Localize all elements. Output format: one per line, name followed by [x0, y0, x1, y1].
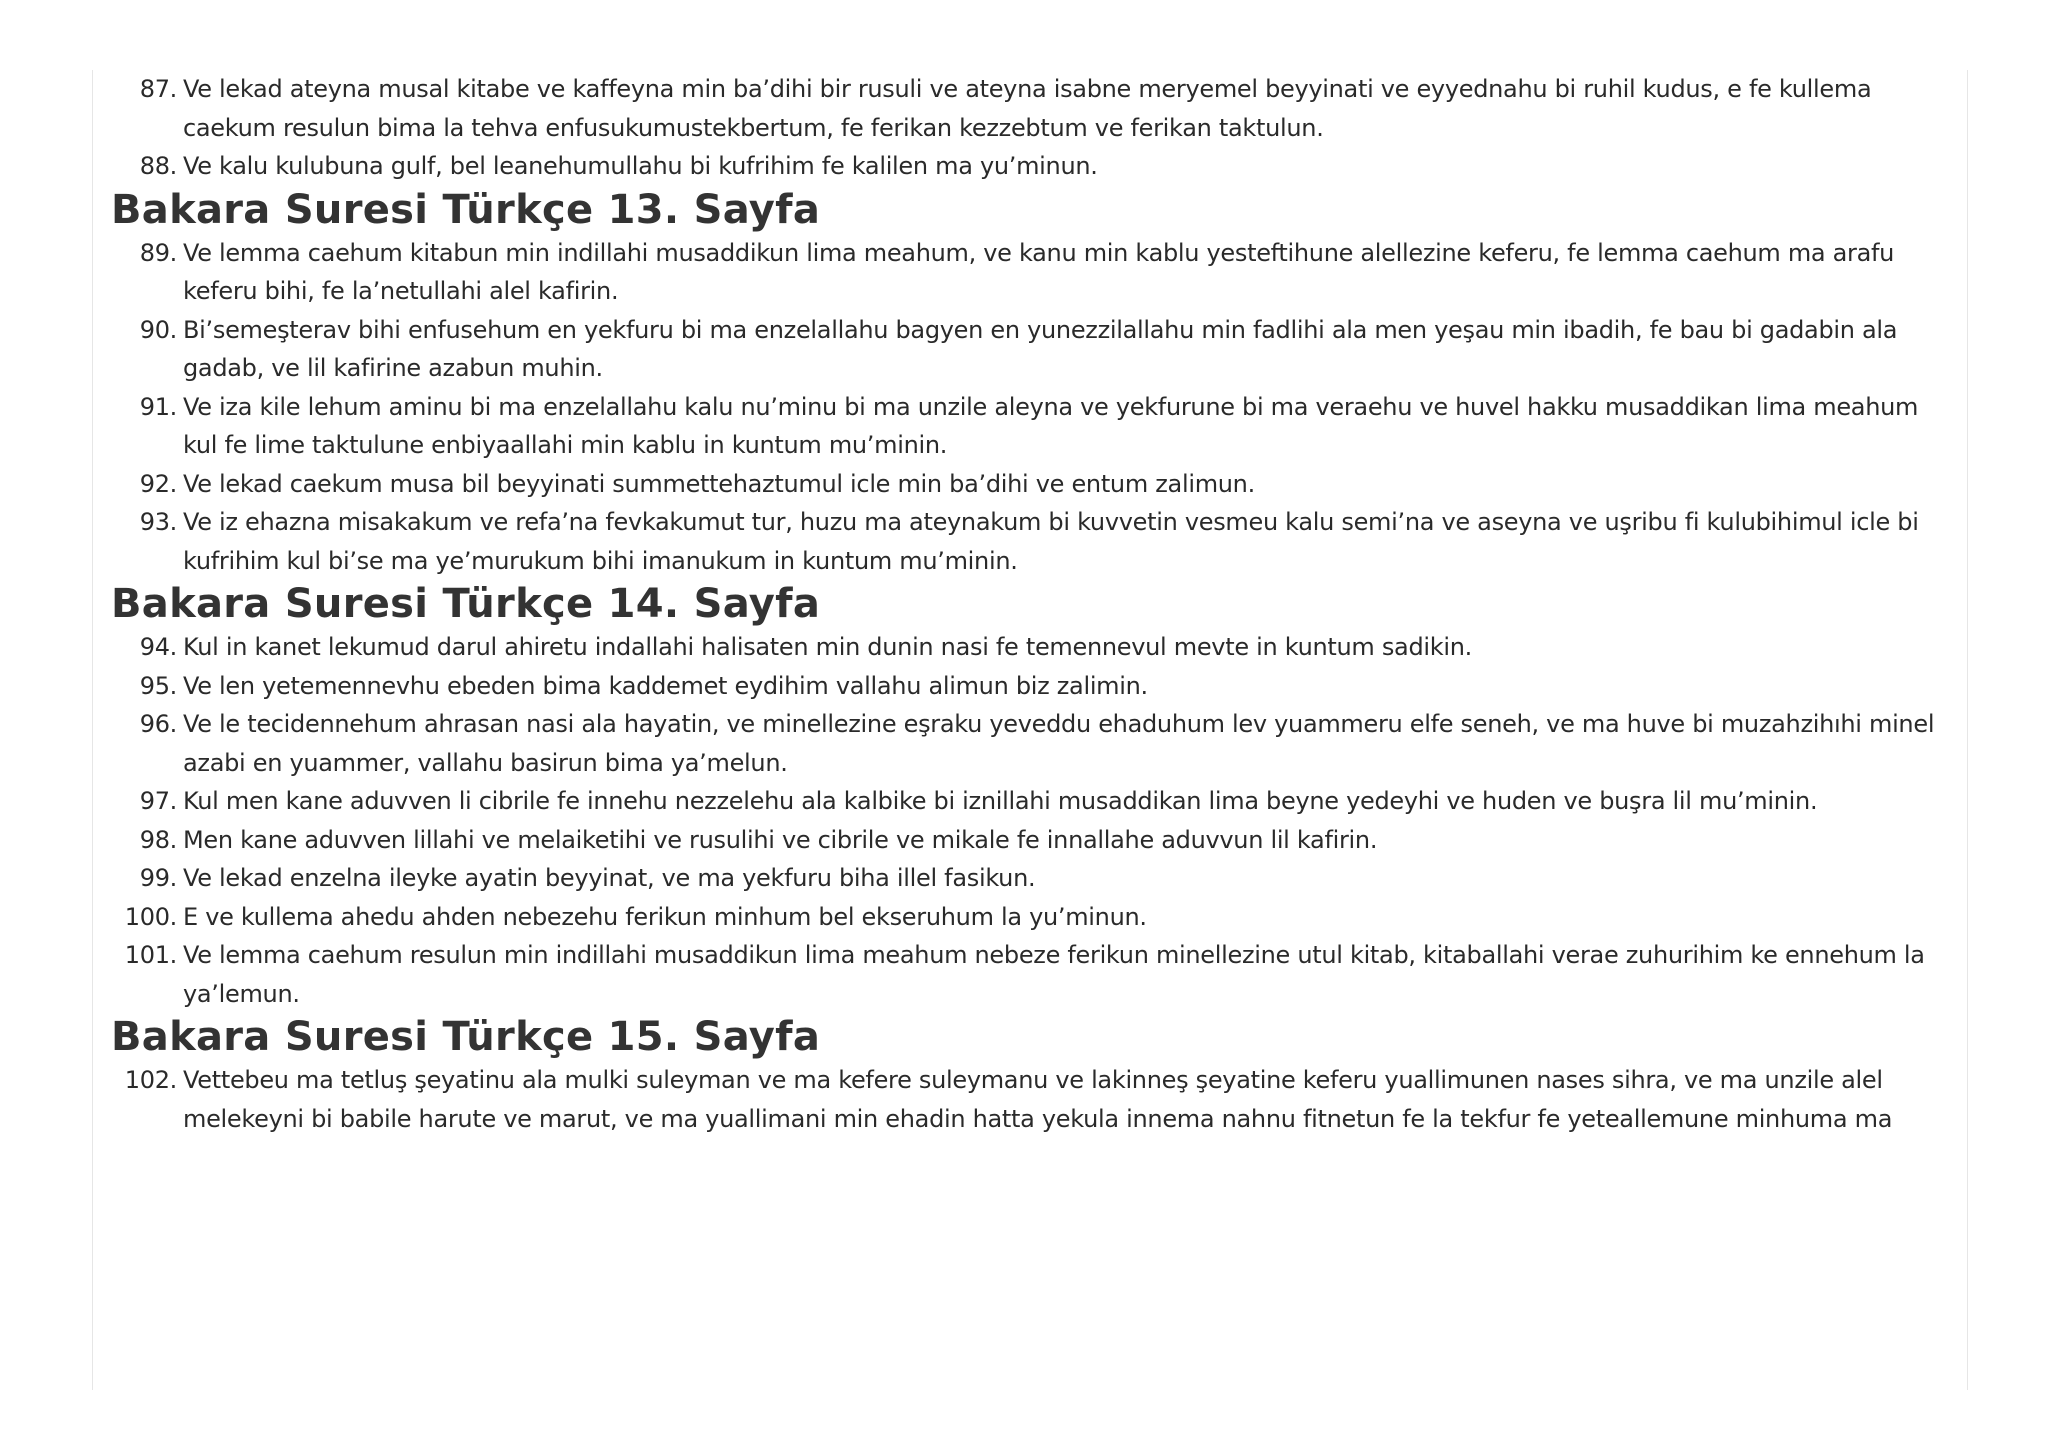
verse-list [111, 234, 1949, 581]
verse-list [111, 70, 1949, 186]
verse-number: 89. [139, 238, 177, 267]
verse-item [111, 311, 1949, 388]
verse-text: Kul men kane aduvven li cibrile fe innehu nezzelehu ala kalbike bi iznillahi musaddikan lima beyne yedeyhi ve huden ve buşra lil mu’minin. [183, 787, 1818, 815]
verse-number: 99. [139, 864, 177, 892]
verse-number: 93. [139, 508, 177, 536]
verse-number: 102. [124, 1066, 177, 1094]
verse-item [111, 465, 1949, 504]
verse-item [111, 898, 1949, 937]
verse-item [111, 147, 1949, 186]
verse-text: Ve iza kile lehum aminu bi ma enzelallahu kalu nu’minu bi ma unzile aleyna ve yekfurune bi ma veraehu ve huvel hakku musaddikan lima meahum kul fe lime taktulune enbiyaallahi min kablu in kuntum mu’minin. [183, 392, 1919, 459]
verse-text: Ve lekad enzelna ileyke ayatin beyyinat, ve ma yekfuru biha illel fasikun. [183, 864, 1036, 892]
verse-number: 101. [124, 941, 177, 969]
verse-text: E ve kullema ahedu ahden nebezehu ferikun minhum bel ekseruhum la yu’minun. [183, 902, 1147, 931]
verse-number: 87. [139, 75, 177, 103]
verse-text: Bi’semeşterav bihi enfusehum en yekfuru bi ma enzelallahu bagyen en yunezzilallahu min fadlihi ala men yeşau min ibadih, fe bau bi gadabin ala gadab, ve lil kafirine azabun muhin. [183, 315, 1898, 382]
verse-text: Ve lemma caehum kitabun min indillahi musaddikun lima meahum, ve kanu min kablu yesteftihune alellezine keferu, fe lemma caehum ma arafu keferu bihi, fe la’netullahi alel kafirin. [183, 238, 1895, 305]
verse-number: 100. [124, 902, 177, 931]
verse-item [111, 503, 1949, 580]
verse-item [111, 234, 1949, 311]
verse-text: Ve len yetemennevhu ebeden bima kaddemet eydihim vallahu alimun biz zalimin. [183, 671, 1148, 700]
verse-text: Ve lekad caekum musa bil beyyinati summettehaztumul icle min ba’dihi ve entum zalimun. [183, 469, 1255, 498]
verse-item [111, 936, 1949, 1013]
verse-number: 91. [139, 392, 177, 421]
verse-item [111, 705, 1949, 782]
verse-item [111, 782, 1949, 821]
verse-number: 94. [139, 633, 177, 661]
verse-number: 95. [139, 671, 177, 700]
verse-text: Ve le tecidennehum ahrasan nasi ala hayatin, ve minellezine eşraku yeveddu ehaduhum lev yuammeru elfe seneh, ve ma huve bi muzahzihıhi minel azabi en yuammer, vallahu basirun bima ya’melun. [183, 710, 1935, 777]
verse-text: Men kane aduvven lillahi ve melaiketihi ve rusulihi ve cibrile ve mikale fe innallahe aduvvun lil kafirin. [183, 825, 1378, 854]
verse-number: 98. [139, 825, 177, 854]
verse-list [111, 628, 1949, 1013]
verse-item [111, 70, 1949, 147]
article-content [92, 70, 1968, 1390]
verse-text: Ve kalu kulubuna gulf, bel leanehumullahu bi kufrihim fe kalilen ma yu’minun. [183, 152, 1098, 180]
verse-item [111, 859, 1949, 898]
verse-number: 97. [139, 787, 177, 815]
section-heading: Bakara Suresi Türkçe 15. Sayfa [111, 1014, 821, 1060]
verse-item [111, 1061, 1949, 1138]
verse-list [111, 1061, 1949, 1138]
section-heading: Bakara Suresi Türkçe 13. Sayfa [111, 186, 821, 233]
verse-number: 90. [139, 315, 177, 344]
verse-text: Ve lekad ateyna musal kitabe ve kaffeyna min ba’dihi bir rusuli ve ateyna isabne meryemel beyyinati ve eyyednahu bi ruhil kudus, e fe kullema caekum resulun bima la tehva enfusukumustekbertum, fe ferikan kezzebtum ve ferikan taktulun. [183, 75, 1872, 142]
verse-item [111, 388, 1949, 465]
verse-number: 96. [139, 710, 177, 738]
verse-item [111, 667, 1949, 706]
verse-text: Ve iz ehazna misakakum ve refa’na fevkakumut tur, huzu ma ateynakum bi kuvvetin vesmeu kalu semi’na ve aseyna ve uşribu fi kulubihimul icle bi kufrihim kul bi’se ma ye’murukum bihi imanukum in kuntum mu’minin. [183, 508, 1919, 575]
verse-number: 92. [139, 469, 177, 498]
verse-item [111, 821, 1949, 860]
verse-text: Kul in kanet lekumud darul ahiretu indallahi halisaten min dunin nasi fe temennevul mevte in kuntum sadikin. [183, 633, 1472, 661]
verse-text: Vettebeu ma tetluş şeyatinu ala mulki suleyman ve ma kefere suleymanu ve lakinneş şeyatine keferu yuallimunen nases sihra, ve ma unzile alel melekeyni bi babile harute ve marut, ve ma yuallimani min ehadin hatta yekula innema nahnu fitnetun fe la tekfur fe yeteallemune minhuma ma [183, 1066, 1893, 1133]
section-heading: Bakara Suresi Türkçe 14. Sayfa [111, 581, 821, 627]
verse-item [111, 628, 1949, 667]
verse-text: Ve lemma caehum resulun min indillahi musaddikun lima meahum nebeze ferikun minellezine utul kitab, kitaballahi verae zuhurihim ke ennehum la ya’lemun. [183, 941, 1925, 1008]
verse-number: 88. [139, 152, 177, 180]
